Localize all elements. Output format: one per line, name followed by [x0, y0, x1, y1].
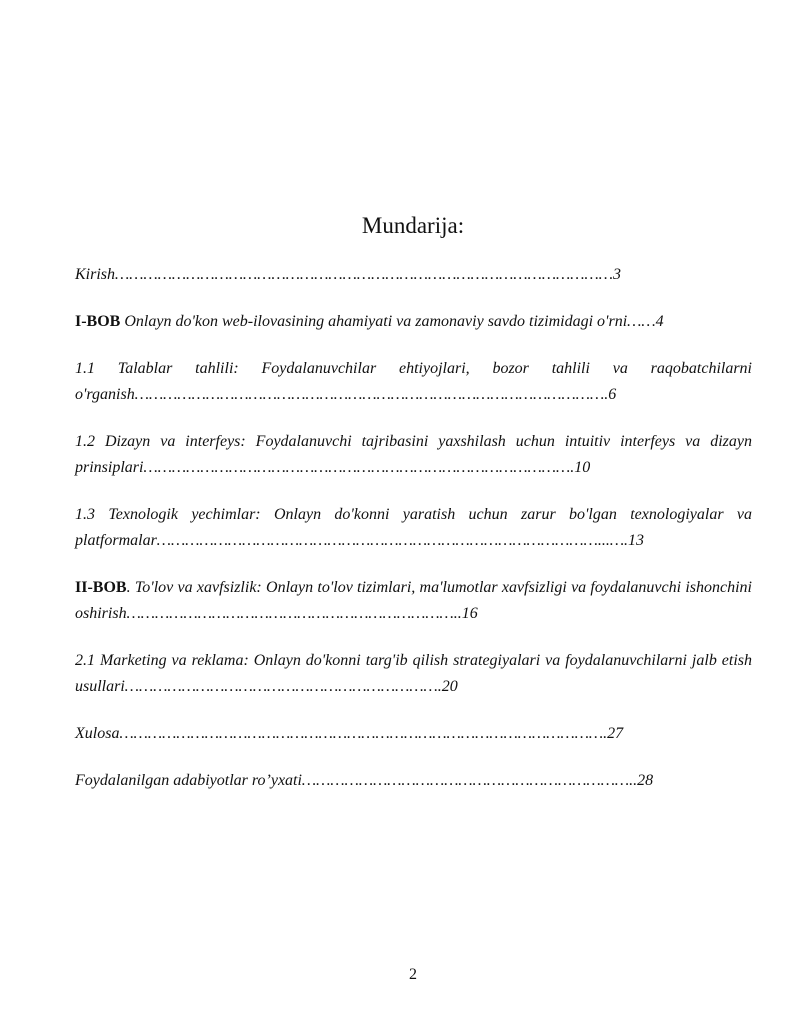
- toc-entry-text: 1.1 Talablar tahlili: Foydalanuvchilar ehtiyojlari, bozor tahlili va raqobatchilarni o'rganish……………………………………………………………………………………….6: [75, 360, 752, 403]
- toc-entry-text: Xulosa………………………………………………………………………………………….27: [75, 725, 624, 742]
- toc-entry-xulosa: [75, 721, 752, 747]
- toc-entry-chapter-1: [75, 309, 752, 335]
- toc-entry-kirish: [75, 262, 752, 288]
- toc-entry-text: 2.1 Marketing va reklama: Onlayn do'konni targ'ib qilish strategiyalari va foydalanuvchilarni jalb etish usullari………………………………………………………….20: [75, 652, 752, 695]
- page-number: 2: [409, 966, 417, 983]
- toc-entry-text: Kirish……………………………………………………………………………………………3: [75, 266, 621, 283]
- toc-entry-section-1-2: [75, 429, 752, 481]
- toc-entry-text: 1.3 Texnologik yechimlar: Onlayn do'konni yaratish uchun zarur bo'lgan texnologiyalar va platformalar…………………………………………………………………………………...….13: [75, 506, 752, 549]
- toc-chapter-label: II-BOB: [75, 579, 127, 596]
- toc-entry-section-1-3: [75, 502, 752, 554]
- toc-entry-text: Foydalanilgan adabiyotlar ro’yxati……………………………………………………………..28: [75, 772, 654, 789]
- toc-heading: Mundarija:: [361, 213, 465, 238]
- toc-entry-text: Onlayn do'kon web-ilovasining ahamiyati va zamonaviy savdo tizimidagi o'rni……4: [120, 313, 664, 330]
- toc-entry-text: 1.2 Dizayn va interfeys: Foydalanuvchi tajribasini yaxshilash uchun intuitiv interfeys va dizayn prinsiplari……………………………………………………………………………….10: [75, 433, 752, 476]
- toc-entry-text: . To'lov va xavfsizlik: Onlayn to'lov tizimlari, ma'lumotlar xavfsizligi va foydalanuvchi ishonchini oshirish……………………………………………………………..16: [75, 579, 752, 622]
- toc-entry-references: [75, 768, 752, 794]
- toc-entry-chapter-2: [75, 575, 752, 627]
- toc-entry-section-2-1: [75, 648, 752, 700]
- toc-chapter-label: I-BOB: [75, 313, 121, 330]
- toc-entry-section-1-1: [75, 356, 752, 408]
- table-of-contents: [75, 262, 752, 815]
